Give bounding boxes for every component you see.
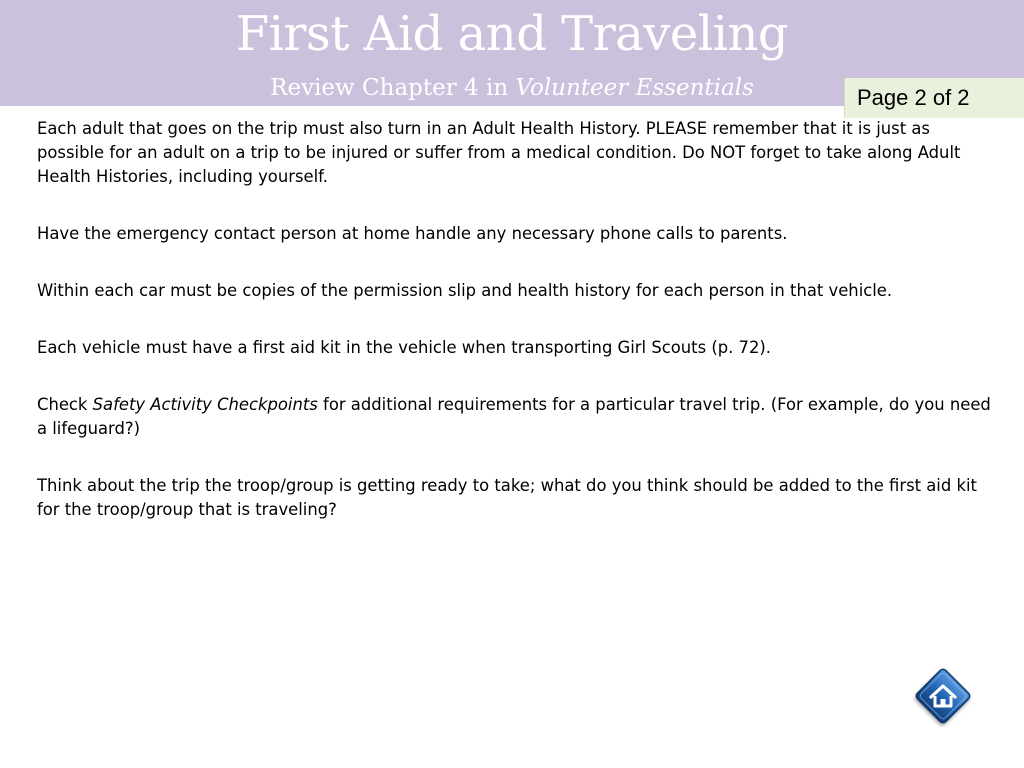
checkpoints-prefix: Check [37,395,93,414]
paragraph-first-aid-kit: Each vehicle must have a first aid kit in the vehicle when transporting Girl Scouts (p. 72). [37,338,772,357]
home-button[interactable] [912,665,974,727]
home-icon [912,665,974,727]
page-indicator: Page 2 of 2 [844,78,1024,118]
subtitle-prefix: Review Chapter 4 in [270,75,516,101]
checkpoints-suffix: for additional requirements for a particular travel trip. (For example, do you need a lifeguard?) [37,395,991,438]
paragraph-trip-question: Think about the trip the troop/group is getting ready to take; what do you think should be added to the first aid kit for the troop/group that is traveling? [37,476,977,519]
checkpoints-book-title: Safety Activity Checkpoints [92,395,318,414]
slide-title: First Aid and Traveling [235,6,789,62]
paragraph-vehicle-copies: Within each car must be copies of the permission slip and health history for each person in that vehicle. [37,281,893,300]
slide-body [37,117,997,555]
paragraph-safety-checkpoints [37,393,997,441]
paragraph-adult-health-history: Each adult that goes on the trip must also turn in an Adult Health History. PLEASE remember that it is just as possible for an adult on a trip to be injured or suffer from a medical condition. Do NOT forget to take along Adult Health Histories, including yourself. [37,119,961,186]
subtitle-book-title: Volunteer Essentials [515,75,754,101]
paragraph-emergency-contact: Have the emergency contact person at home handle any necessary phone calls to parents. [37,224,788,243]
